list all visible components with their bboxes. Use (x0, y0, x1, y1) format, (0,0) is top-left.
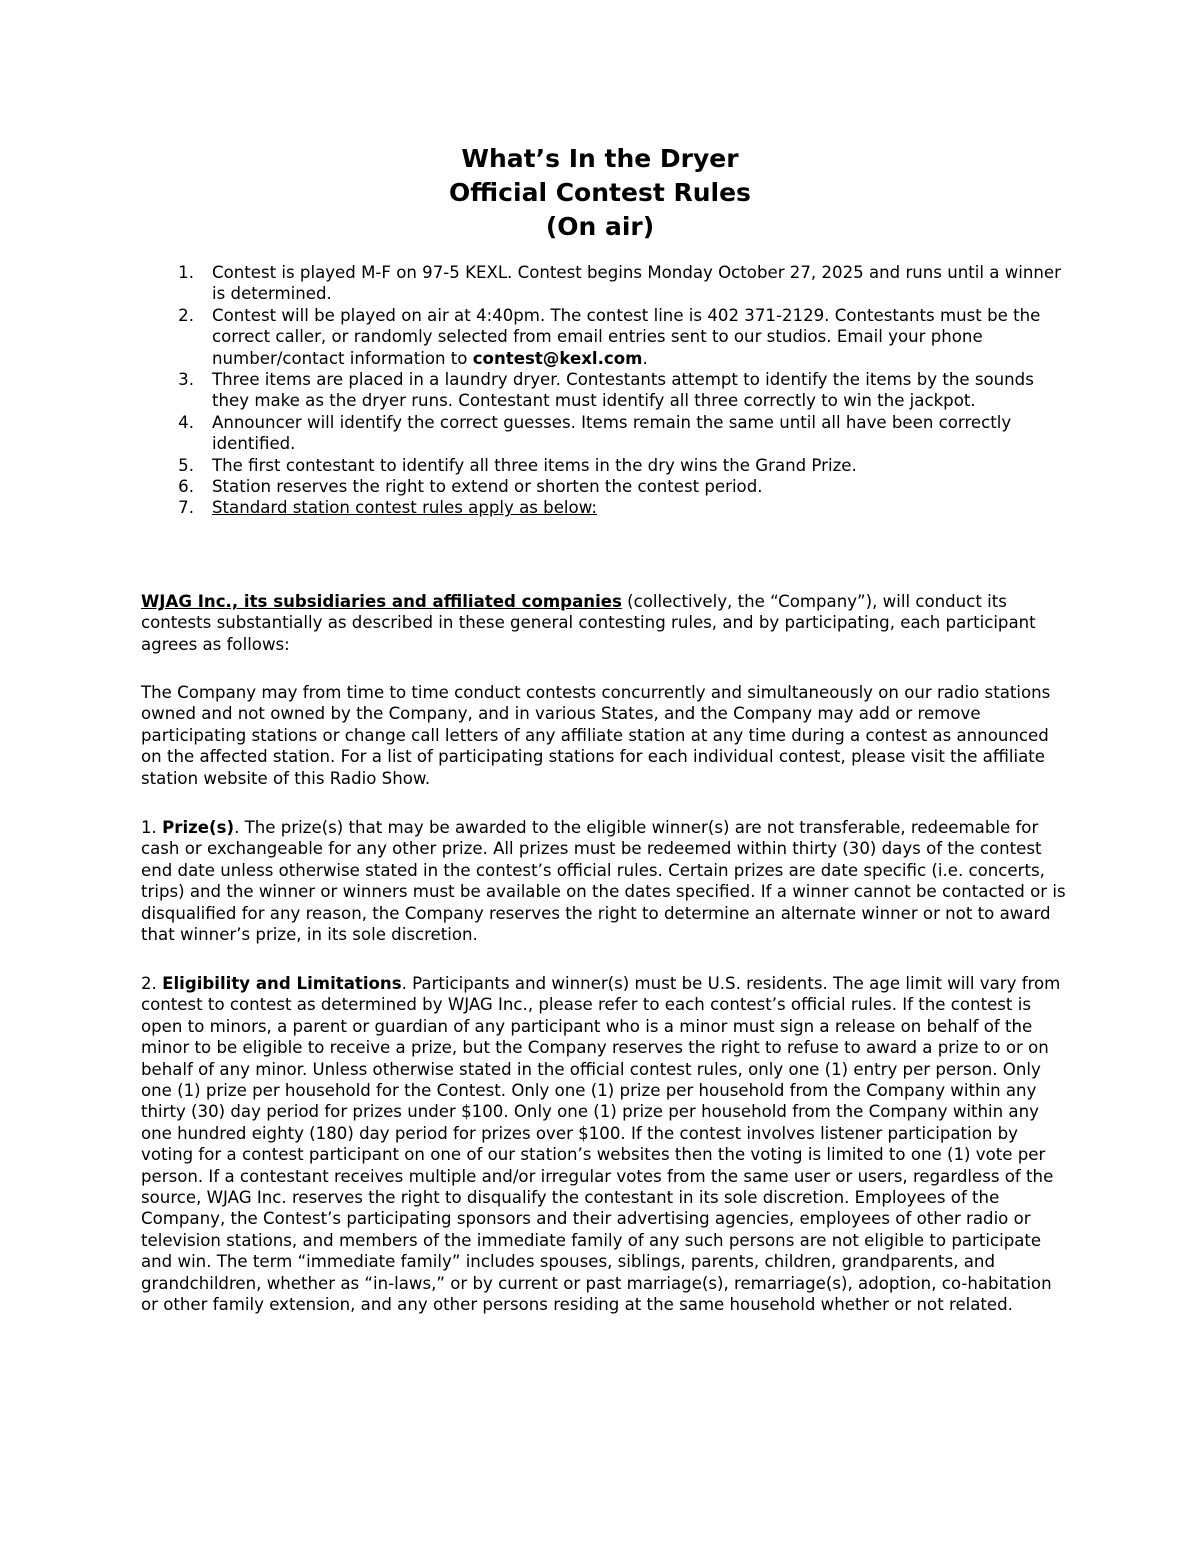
rule-number: 1. (178, 263, 194, 282)
contest-email: contest@kexl.com (472, 348, 643, 368)
rule-item (172, 476, 1072, 497)
rule-item (172, 497, 1072, 518)
eligibility-paragraph (141, 973, 1066, 1316)
title-line-3: (On air) (545, 212, 655, 241)
rule-item (172, 262, 1072, 305)
rule-text-end: . (642, 348, 648, 368)
rule-number: 5. (178, 455, 194, 475)
document-title (0, 142, 1200, 244)
company-name: WJAG Inc., its subsidiaries and affiliated companies (141, 592, 622, 611)
rule-text: The first contestant to identify all three items in the dry wins the Grand Prize. (212, 455, 857, 475)
eligibility-text: . Participants and winner(s) must be U.S. residents. The age limit will vary from contest to contest as determined by WJAG Inc., please refer to each contest’s official rules. If the contest is open to minors, a parent or guardian of any participant who is a minor must sign a release on behalf of the minor to be eligible to receive a prize, but the Company reserves the right to refuse to award a prize to or on behalf of any minor. Unless otherwise stated in the official contest rules, only one (1) entry per person. Only one (1) prize per household for the Contest. Only one (1) prize per household from the Company within any thirty (30) day period for prizes under $100. Only one (1) prize per household from the Company within any one hundred eighty (180) day period for prizes over $100. If the contest involves listener participation by voting for a contest participant on one of our station’s websites then the voting is limited to one (1) vote per person. If a contestant receives multiple and/or irregular votes from the same user or users, regardless of the source, WJAG Inc. reserves the right to disqualify the contestant in its sole discretion. Employees of the Company, the Contest’s participating sponsors and their advertising agencies, employees of other radio or television stations, and members of the immediate family of any such persons are not eligible to participate and win. The term “immediate family” includes spouses, siblings, parents, children, grandparents, and grandchildren, whether as “in-laws,” or by current or past marriage(s), remarriage(s), adoption, co-habitation or other family extension, and any other persons residing at the same household whether or not related. (141, 974, 1061, 1315)
intro-paragraph (141, 591, 1066, 655)
rule-number: 6. (178, 477, 194, 497)
rule-number: 7. (178, 498, 194, 518)
rule-number: 2. (178, 305, 194, 325)
section-number: 2. (141, 974, 163, 993)
rule-number: 4. (178, 412, 194, 432)
rule-text: Standard station contest rules apply as below: (212, 498, 597, 518)
rule-text: Three items are placed in a laundry dryer. Contestants attempt to identify the items by the sounds they make as the dryer runs. Contestant must identify all three correctly to win the jackpot. (212, 370, 1034, 411)
contest-rules-list (172, 262, 1072, 519)
rule-number: 3. (178, 370, 194, 390)
rule-item (172, 369, 1072, 412)
rule-text: Contest is played M-F on 97-5 KEXL. Contest begins Monday October 27, 2025 and runs until a winner is determined. (212, 263, 1061, 304)
rule-item (172, 455, 1072, 476)
rule-item (172, 412, 1072, 455)
section-number: 1. (141, 818, 163, 837)
title-line-1: What’s In the Dryer (461, 144, 739, 173)
concurrent-contests-paragraph: The Company may from time to time conduct contests concurrently and simultaneously on our radio stations owned and not owned by the Company, and in various States, and the Company may add or remove participating stations or change call letters of any affiliate station at any time during a contest as announced on the affected station. For a list of participating stations for each individual contest, please visit the affiliate station website of this Radio Show. (141, 683, 1051, 788)
prizes-heading: Prize(s) (162, 818, 235, 837)
intro-text: (collectively, the “Company”), will conduct its contests substantially as described in these general contesting rules, and by participating, each participant agrees as follows: (141, 592, 1036, 654)
rule-text: Announcer will identify the correct guesses. Items remain the same until all have been correctly identified. (212, 412, 1012, 454)
rule-text: Contest will be played on air at 4:40pm. The contest line is 402 371-2129. Contestants must be the correct caller, or randomly selected from email entries sent to our studios. Email your phone number/contact information to (212, 305, 1041, 368)
rule-item (172, 305, 1072, 369)
rule-text: Station reserves the right to extend or shorten the contest period. (212, 477, 763, 497)
prizes-text: . The prize(s) that may be awarded to the eligible winner(s) are not transferable, redeemable for cash or exchangeable for any other prize. All prizes must be redeemed within thirty (30) days of the contest end date unless otherwise stated in the contest’s official rules. Certain prizes are date specific (i.e. concerts, trips) and the winner or winners must be available on the dates specified. If a winner cannot be contacted or is disqualified for any reason, the Company reserves the right to determine an alternate winner or not to award that winner’s prize, in its sole discretion. (141, 818, 1066, 945)
title-line-2: Official Contest Rules (449, 178, 751, 207)
eligibility-heading: Eligibility and Limitations (162, 974, 402, 993)
prizes-paragraph (141, 817, 1066, 945)
